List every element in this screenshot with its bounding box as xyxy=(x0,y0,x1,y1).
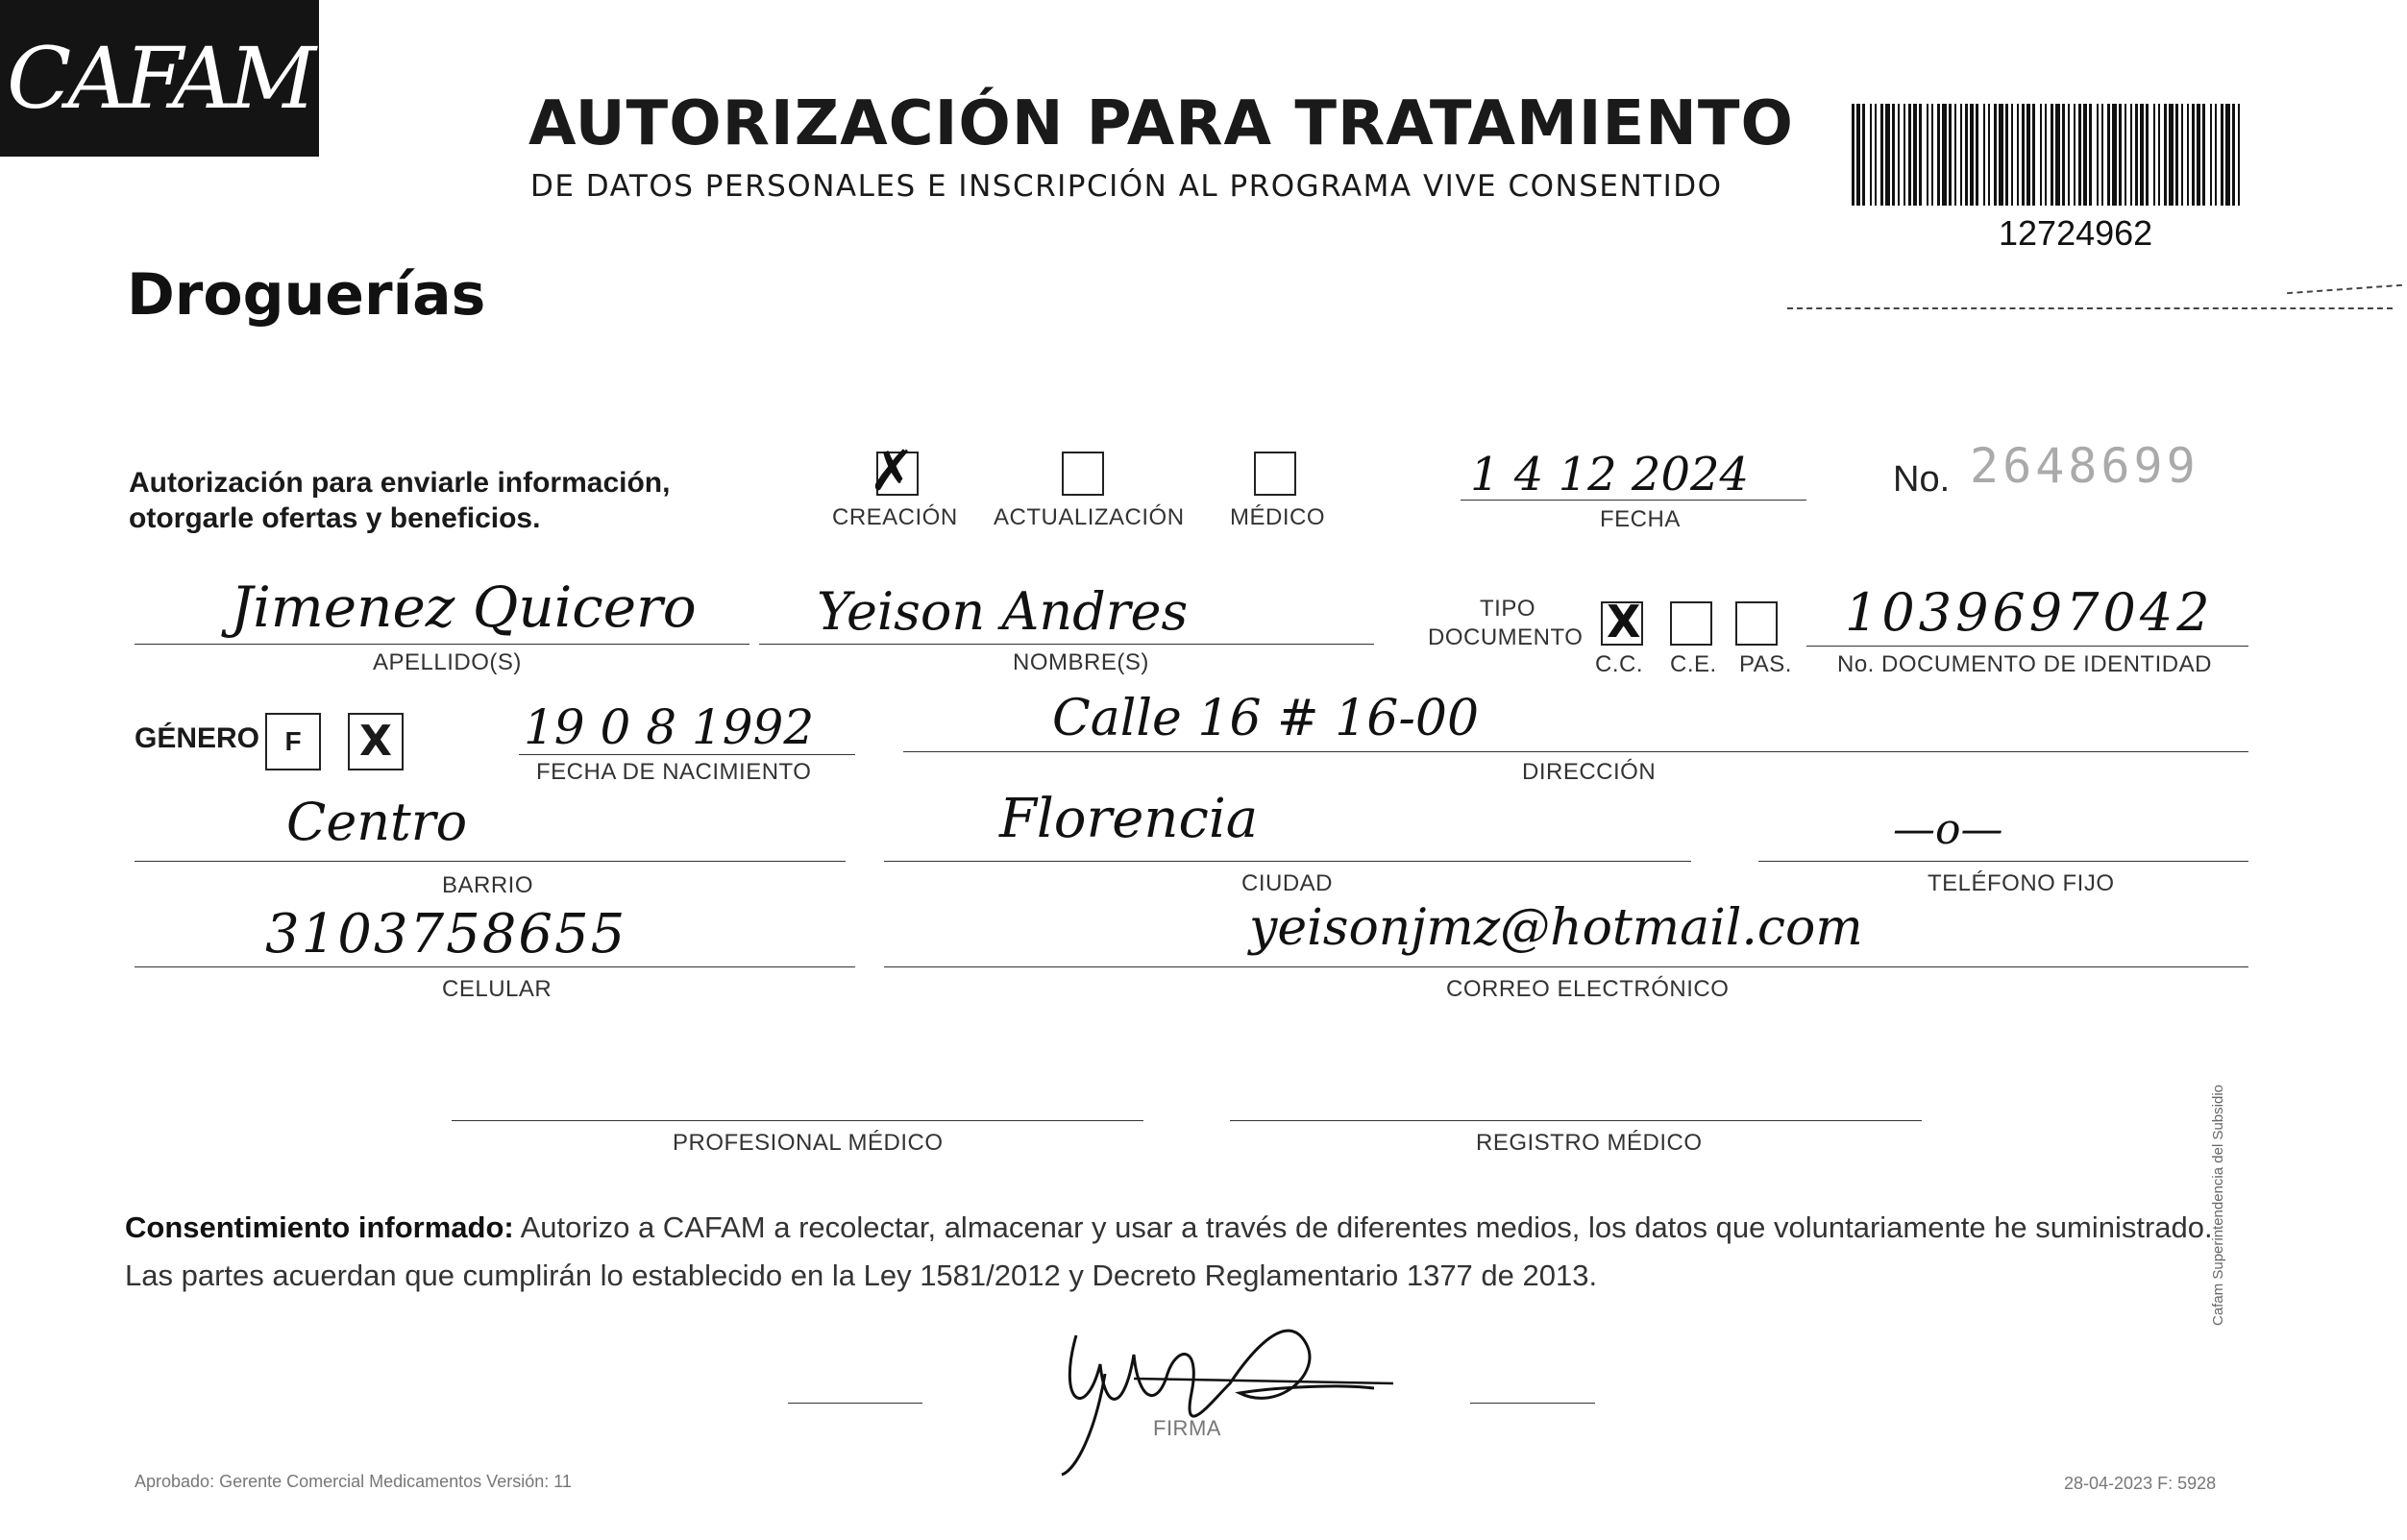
barcode-bar xyxy=(2119,104,2122,206)
barcode-bar xyxy=(2135,104,2138,206)
barcode-bar xyxy=(1937,104,1940,206)
ciudad-value[interactable]: Florencia xyxy=(999,788,1259,850)
number-value: 2648699 xyxy=(1970,438,2199,494)
firma-line-left xyxy=(788,1403,922,1404)
signature-drawing xyxy=(1047,1287,1412,1479)
barcode-bar xyxy=(2078,104,2081,206)
barcode-bar xyxy=(1988,104,1990,206)
page-subtitle: DE DATOS PERSONALES E INSCRIPCIÓN AL PROGRAMA VIVE CONSENTIDO xyxy=(530,169,1723,204)
barcode-bar xyxy=(2005,104,2008,206)
barcode-bar xyxy=(1965,104,1968,206)
barcode-bar xyxy=(2101,104,2103,206)
barcode-bar xyxy=(2045,104,2047,206)
barcode-bar xyxy=(2074,104,2075,206)
cc-check-mark: X xyxy=(1607,596,1641,648)
creacion-label: CREACIÓN xyxy=(832,504,958,530)
ce-label: C.E. xyxy=(1670,651,1717,677)
barcode-bar xyxy=(2164,104,2167,206)
apellidos-value[interactable]: Jimenez Quicero xyxy=(231,574,697,640)
barcode-bar xyxy=(2169,104,2174,206)
barcode-bar xyxy=(2210,104,2212,206)
telefono-label: TELÉFONO FIJO xyxy=(1928,870,2115,896)
fecha-nacimiento-label: FECHA DE NACIMIENTO xyxy=(536,759,812,785)
barcode-bar xyxy=(2153,104,2155,206)
direccion-line xyxy=(903,751,2248,752)
tipo-documento-label-1: TIPO xyxy=(1480,596,1536,622)
page-title: AUTORIZACIÓN PARA TRATAMIENTO xyxy=(528,88,1794,159)
barcode-bar xyxy=(1942,104,1947,206)
genero-m-mark: X xyxy=(359,717,392,766)
footer-right: 28-04-2023 F: 5928 xyxy=(2064,1474,2217,1493)
genero-f-letter: F xyxy=(284,726,302,756)
medico-checkbox[interactable] xyxy=(1254,452,1296,496)
nombres-line xyxy=(759,644,1374,645)
side-vertical-text: Cafam Superintendencia del Subsidio xyxy=(2210,1085,2226,1326)
barcode-bar xyxy=(2032,104,2035,206)
barcode-bar xyxy=(2112,104,2117,206)
barcode-bar xyxy=(1927,104,1928,206)
barcode-bar xyxy=(1856,104,1860,206)
barcode-bar xyxy=(2232,104,2235,206)
barcode-bar xyxy=(2130,104,2132,206)
barcode-bar xyxy=(1954,104,1956,206)
consent-paragraph-1 xyxy=(125,1210,2213,1245)
nombres-label: NOMBRE(S) xyxy=(1013,649,1149,675)
barcode-bar xyxy=(2040,104,2042,206)
barcode-bar xyxy=(1885,104,1890,206)
barcode-bar xyxy=(1999,104,2003,206)
barcode-bar xyxy=(2097,104,2099,206)
barcode-bar xyxy=(1983,104,1985,206)
barcode-bar xyxy=(2181,104,2183,206)
consent-text-1: Autorizo a CAFAM a recolectar, almacenar y usar a través de diferentes medios, los datos que voluntariamente he suministrado. xyxy=(513,1210,2213,1244)
barcode-bar xyxy=(1976,104,1978,206)
barcode-bar xyxy=(1994,104,1997,206)
registro-label: REGISTRO MÉDICO xyxy=(1476,1130,1703,1156)
ciudad-line xyxy=(884,861,1691,862)
consent-paragraph-2: Las partes acuerdan que cumplirán lo establecido en la Ley 1581/2012 y Decreto Reglamentario 1377 de 2013. xyxy=(125,1259,1598,1292)
pas-label: PAS. xyxy=(1739,651,1792,677)
barcode-bar xyxy=(1913,104,1917,206)
barcode-bar xyxy=(1931,104,1933,206)
direccion-value[interactable]: Calle 16 # 16-00 xyxy=(1052,690,1480,747)
barrio-line xyxy=(135,861,846,862)
fecha-value[interactable]: 1 4 12 2024 xyxy=(1470,448,1750,501)
documento-label: No. DOCUMENTO DE IDENTIDAD xyxy=(1837,651,2212,677)
barcode-bar xyxy=(2192,104,2195,206)
barcode-bar xyxy=(1970,104,1974,206)
barcode-bar xyxy=(2221,104,2223,206)
logo-subtitle: Droguerías xyxy=(127,261,486,329)
actualizacion-label: ACTUALIZACIÓN xyxy=(994,504,1185,530)
barcode-bar xyxy=(1875,104,1877,206)
genero-f-checkbox[interactable] xyxy=(265,713,321,770)
celular-value[interactable]: 3103758655 xyxy=(265,903,627,966)
barcode-bar xyxy=(2225,104,2230,206)
barcode-bar xyxy=(2022,104,2025,206)
telefono-line xyxy=(1758,861,2248,862)
barcode-bar xyxy=(2062,104,2065,206)
correo-label: CORREO ELECTRÓNICO xyxy=(1446,976,1730,1002)
fecha-line xyxy=(1461,500,1806,501)
tipo-documento-label-2: DOCUMENTO xyxy=(1428,624,1584,650)
barcode-bar xyxy=(2187,104,2189,206)
correo-line xyxy=(884,966,2248,967)
barcode-bar xyxy=(1862,104,1865,206)
documento-value[interactable]: 1039697042 xyxy=(1845,582,2214,643)
nombres-value[interactable]: Yeison Andres xyxy=(817,581,1189,642)
barcode-number: 12724962 xyxy=(1999,213,2153,253)
creacion-check-mark: ✗ xyxy=(869,438,916,503)
barcode-bar xyxy=(2202,104,2205,206)
barrio-value[interactable]: Centro xyxy=(286,792,468,852)
barcode-bar xyxy=(2083,104,2087,206)
ciudad-label: CIUDAD xyxy=(1241,870,1334,896)
barcode-bar xyxy=(1949,104,1952,206)
barcode-bar xyxy=(1892,104,1895,206)
direccion-label: DIRECCIÓN xyxy=(1522,759,1657,785)
barcode-bar xyxy=(1919,104,1922,206)
barcode-bar xyxy=(1880,104,1883,206)
consent-title: Consentimiento informado: xyxy=(125,1210,514,1244)
cc-label: C.C. xyxy=(1595,651,1643,677)
barcode-bar xyxy=(2197,104,2200,206)
pas-checkbox[interactable] xyxy=(1735,601,1778,646)
profesional-label: PROFESIONAL MÉDICO xyxy=(673,1130,944,1156)
barcode-bar xyxy=(2215,104,2217,206)
authorization-text-2: otorgarle ofertas y beneficios. xyxy=(129,502,541,534)
ce-checkbox[interactable] xyxy=(1670,601,1712,646)
firma-label: FIRMA xyxy=(1153,1416,1221,1440)
barcode xyxy=(1850,104,2244,206)
genero-m-checkbox[interactable] xyxy=(348,713,404,770)
medico-label: MÉDICO xyxy=(1230,504,1325,530)
celular-label: CELULAR xyxy=(442,976,553,1002)
barcode-bar xyxy=(1908,104,1911,206)
barcode-bar xyxy=(2140,104,2144,206)
barcode-bar xyxy=(2107,104,2110,206)
barcode-bar xyxy=(1903,104,1905,206)
barcode-bar xyxy=(2055,104,2060,206)
barcode-bar xyxy=(1852,104,1854,206)
barcode-bar xyxy=(1960,104,1962,206)
fecha-nacimiento-value[interactable]: 19 0 8 1992 xyxy=(524,699,815,755)
number-label: No. xyxy=(1893,459,1951,500)
profesional-line xyxy=(452,1120,1143,1121)
fecha-label: FECHA xyxy=(1600,506,1681,532)
apellidos-label: APELLIDO(S) xyxy=(373,649,522,675)
barcode-bar xyxy=(2026,104,2030,206)
top-dashed-line xyxy=(1787,307,2393,309)
barcode-bar xyxy=(2125,104,2126,206)
apellidos-line xyxy=(135,644,749,645)
barcode-bar xyxy=(1870,104,1872,206)
barcode-bar xyxy=(2175,104,2178,206)
barcode-bar xyxy=(2011,104,2013,206)
correo-value[interactable]: yeisonjmz@hotmail.com xyxy=(1249,899,1863,957)
firma-line-right xyxy=(1470,1403,1595,1404)
documento-line xyxy=(1806,646,2248,647)
registro-line xyxy=(1230,1120,1922,1121)
celular-line xyxy=(135,966,855,967)
authorization-text-1: Autorización para enviarle información, xyxy=(129,467,671,499)
footer-left: Aprobado: Gerente Comercial Medicamentos Versión: 11 xyxy=(135,1472,572,1491)
genero-label: GÉNERO xyxy=(135,722,260,754)
telefono-value[interactable]: —o— xyxy=(1893,805,2003,854)
barcode-bar xyxy=(2017,104,2019,206)
cafam-logo: CAFAM xyxy=(0,0,319,157)
barcode-bar xyxy=(2146,104,2149,206)
barcode-bar xyxy=(2089,104,2092,206)
barcode-bar xyxy=(2051,104,2053,206)
actualizacion-checkbox[interactable] xyxy=(1062,452,1104,496)
barcode-bar xyxy=(2158,104,2160,206)
barrio-label: BARRIO xyxy=(442,872,534,898)
barcode-bar xyxy=(2238,104,2240,206)
barcode-bar xyxy=(2068,104,2070,206)
fecha-nacimiento-line xyxy=(519,754,855,755)
top-dashed-line-2 xyxy=(2287,284,2402,294)
barcode-bar xyxy=(1898,104,1900,206)
